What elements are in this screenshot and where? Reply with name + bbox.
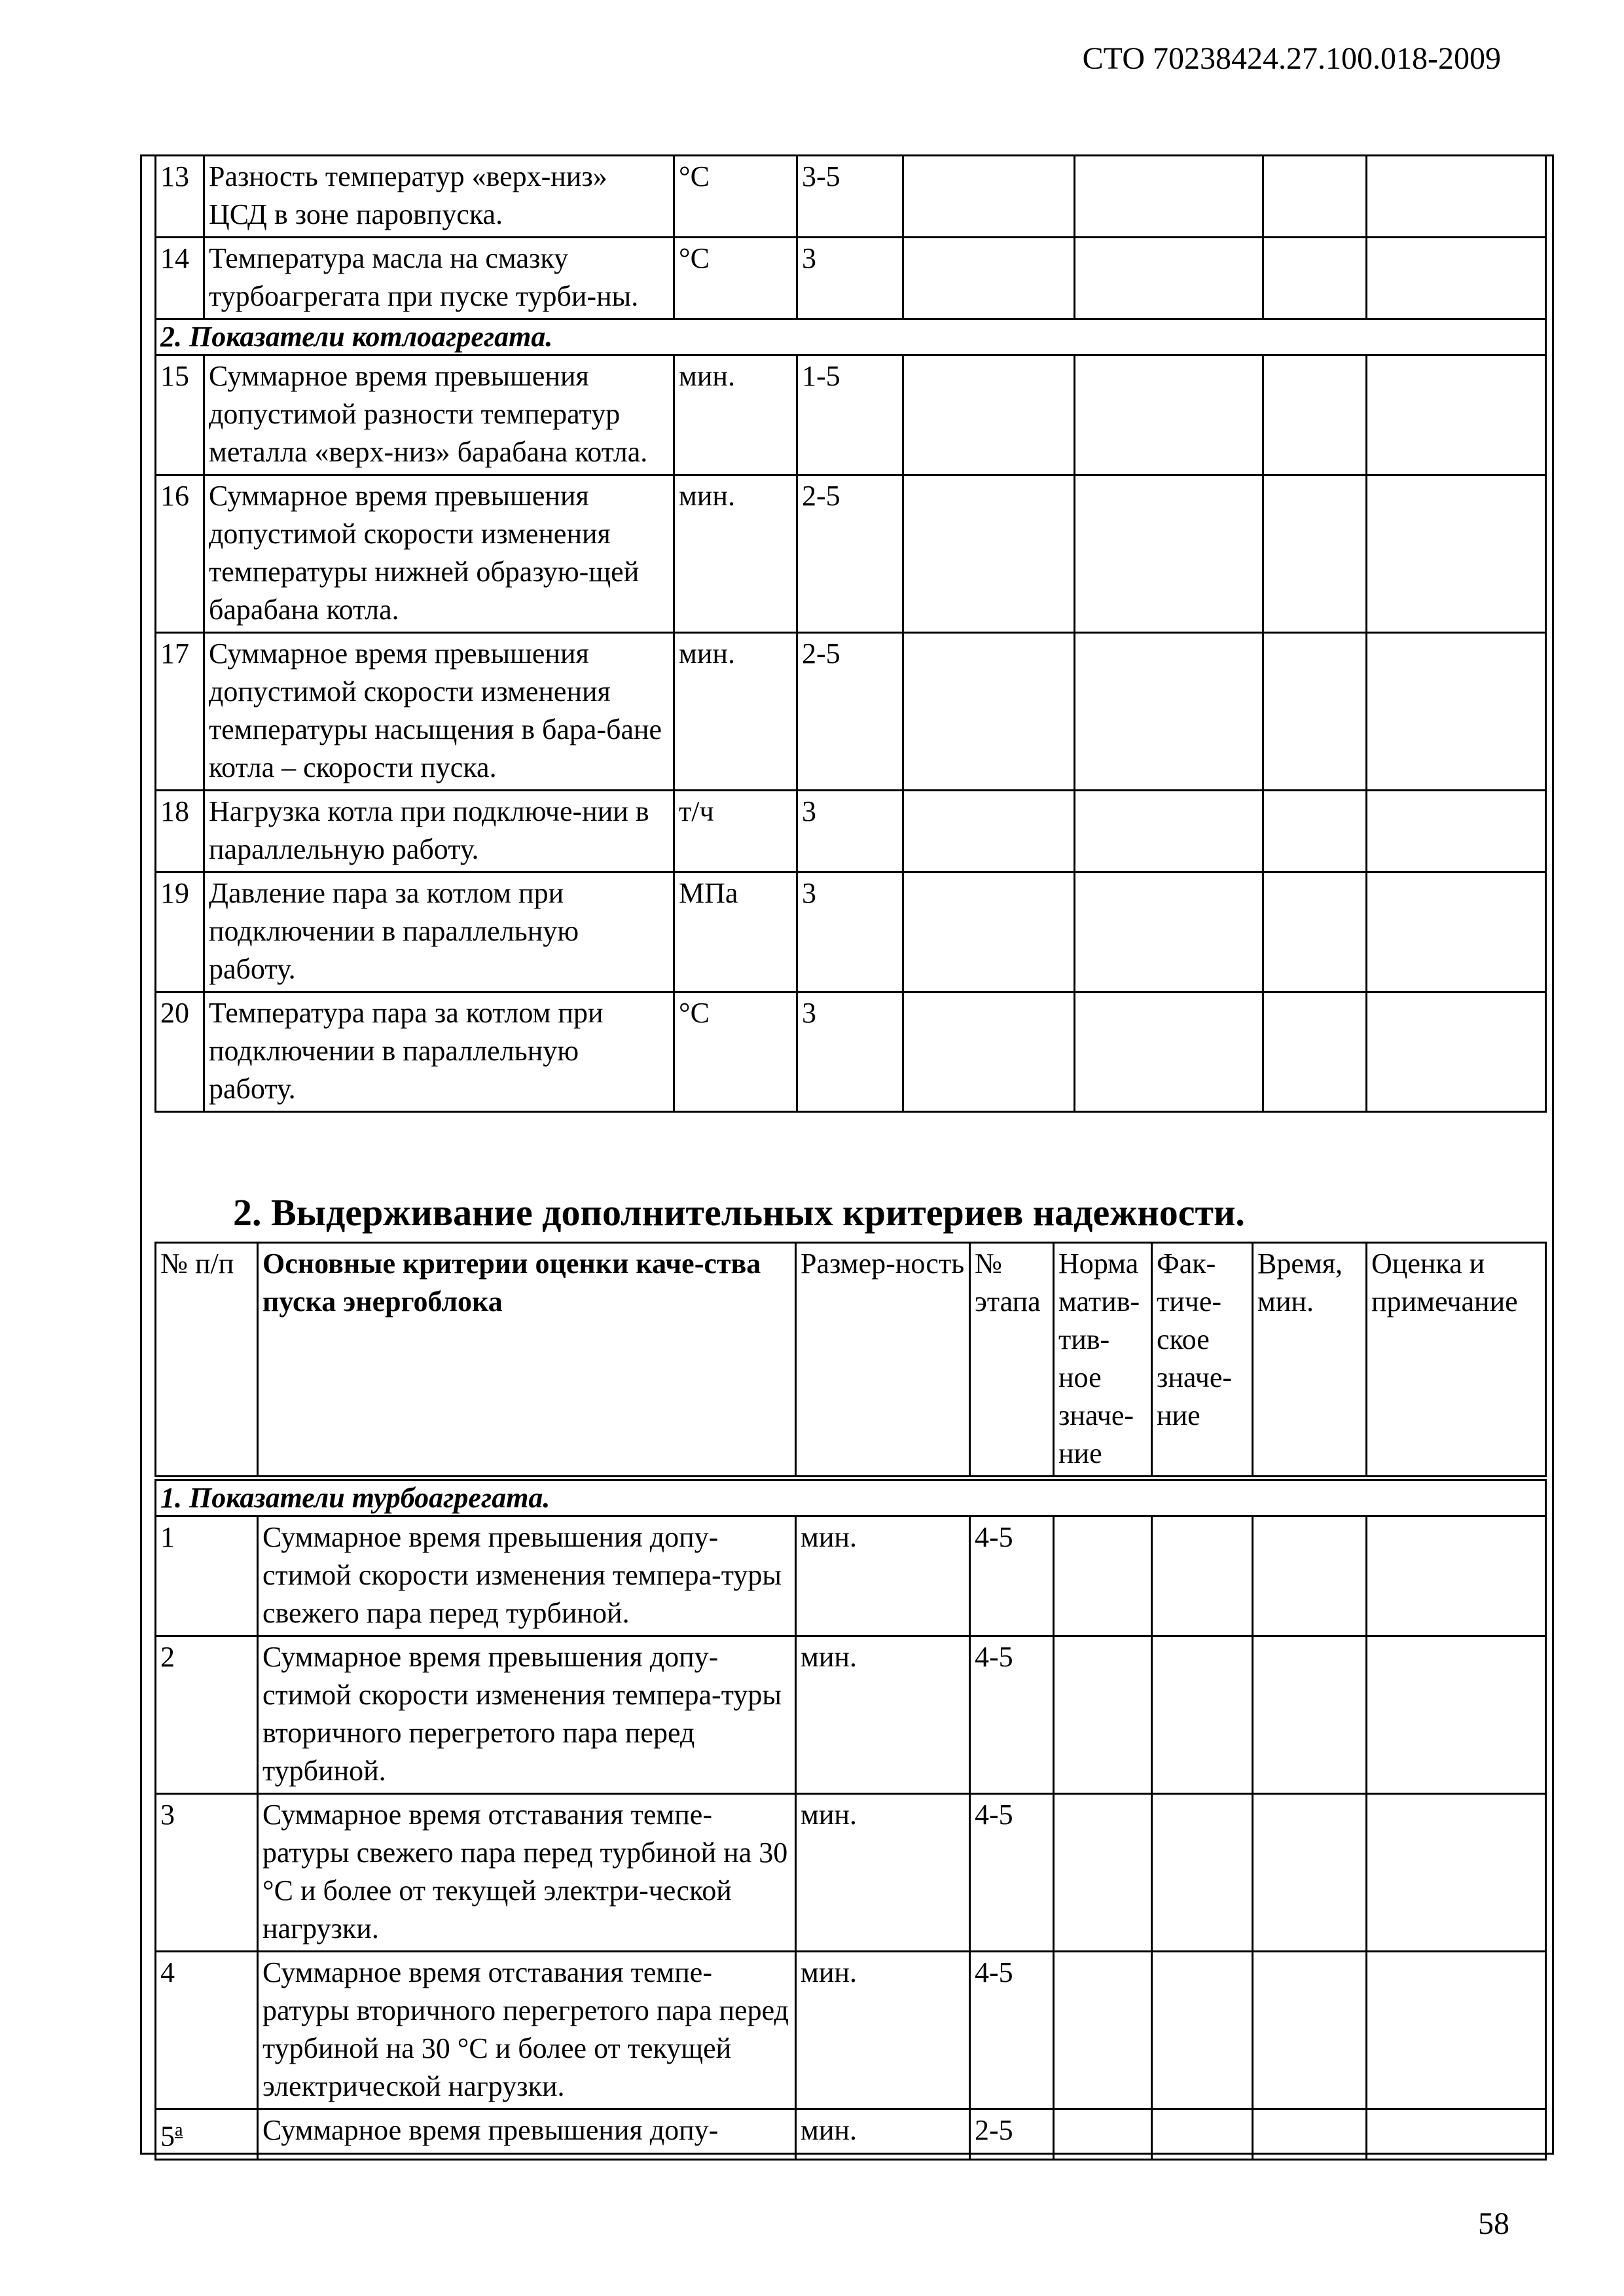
row-stage: 4-5 [970,1794,1054,1952]
section-header-row [156,319,1546,355]
header-norm: Норма матив- тив- ное значе- ние [1054,1243,1152,1479]
table-row [156,238,1546,319]
page-number: 58 [1478,2206,1509,2241]
empty-cell [1075,872,1263,992]
empty-cell [1075,633,1263,791]
row-number: 3 [156,1794,258,1952]
empty-cell [1075,156,1263,238]
row-unit: мин. [674,633,797,791]
empty-cell [1152,2109,1253,2160]
row-description: Суммарное время превышения допу-стимой скорости изменения темпера-туры вторичного перегретого пара перед турбиной. [258,1636,796,1794]
additional-criteria-table [154,1242,1547,2161]
row-description: Нагрузка котла при подключе-нии в параллельную работу. [204,791,674,872]
row-description: Суммарное время превышения допустимой скорости изменения температуры насыщения в бара-бане котла – скорости пуска. [204,633,674,791]
empty-cell [1367,1952,1546,2109]
empty-cell [1263,992,1367,1112]
empty-cell [903,475,1075,633]
header-time: Время, мин. [1253,1243,1367,1479]
row-stage: 3 [797,791,903,872]
row-unit: мин. [674,475,797,633]
empty-cell [1263,156,1367,238]
empty-cell [903,156,1075,238]
empty-cell [1054,1794,1152,1952]
empty-cell [1367,355,1546,475]
row-stage: 3 [797,238,903,319]
section-2-title: 2. Выдерживание дополнительных критериев надежности. [233,1191,1245,1234]
footnote-mark: a [175,2120,183,2140]
row-description: Суммарное время превышения допу- [258,2109,796,2160]
row-description: Температура пара за котлом при подключении в параллельную работу. [204,992,674,1112]
empty-cell [1263,238,1367,319]
empty-cell [1075,791,1263,872]
table-row [156,633,1546,791]
row-number: 15 [156,355,204,475]
row-stage: 3 [797,872,903,992]
section-turbine-title: 1. Показатели турбоагрегата. [156,1479,1546,1516]
table-row [156,872,1546,992]
row-description: Давление пара за котлом при подключении в параллельную работу. [204,872,674,992]
row-number: 14 [156,238,204,319]
empty-cell [1075,355,1263,475]
empty-cell [903,992,1075,1112]
table-row [156,475,1546,633]
empty-cell [1075,992,1263,1112]
empty-cell [1253,1516,1367,1636]
table-row [156,156,1546,238]
row-number: 19 [156,872,204,992]
row-unit: мин. [796,2109,970,2160]
section-header-row [156,1479,1546,1516]
empty-cell [1367,2109,1546,2160]
empty-cell [1253,1794,1367,1952]
empty-cell [1054,1636,1152,1794]
empty-cell [1075,475,1263,633]
row-stage: 2-5 [797,475,903,633]
empty-cell [903,238,1075,319]
header-stage: № этапа [970,1243,1054,1479]
table-row [156,1516,1546,1636]
row-description: Суммарное время превышения допустимой разности температур металла «верх-низ» барабана котла. [204,355,674,475]
empty-cell [1054,1516,1152,1636]
empty-cell [1054,2109,1152,2160]
empty-cell [1367,156,1546,238]
row-number: 2 [156,1636,258,1794]
row-unit: мин. [796,1516,970,1636]
empty-cell [1263,872,1367,992]
empty-cell [1367,1636,1546,1794]
empty-cell [1367,872,1546,992]
document-code: СТО 70238424.27.100.018-2009 [1082,41,1501,76]
row-description: Суммарное время отставания темпе-ратуры вторичного перегретого пара перед турбиной на 30 °С и более от текущей электрической нагрузки. [258,1952,796,2109]
row-number: 18 [156,791,204,872]
empty-cell [1075,238,1263,319]
row-number: 4 [156,1952,258,2109]
row-unit: °С [674,156,797,238]
empty-cell [1253,1952,1367,2109]
row-unit: мин. [674,355,797,475]
row-stage: 2-5 [797,633,903,791]
empty-cell [1263,791,1367,872]
row-description: Суммарное время отставания темпе-ратуры свежего пара перед турбиной на 30 °С и более от текущей электри-ческой нагрузки. [258,1794,796,1952]
row-number: 13 [156,156,204,238]
row-description: Суммарное время превышения допустимой скорости изменения температуры нижней образую-щей барабана котла. [204,475,674,633]
row-description: Разность температур «верх-низ» ЦСД в зоне паровпуска. [204,156,674,238]
table-row [156,355,1546,475]
row-number: 16 [156,475,204,633]
row-stage: 2-5 [970,2109,1054,2160]
row-unit: °С [674,238,797,319]
empty-cell [903,355,1075,475]
table-row [156,992,1546,1112]
table-row [156,791,1546,872]
empty-cell [1263,475,1367,633]
header-unit: Размер-ность [796,1243,970,1479]
empty-cell [1152,1952,1253,2109]
empty-cell [1152,1794,1253,1952]
empty-cell [1367,791,1546,872]
row-description: Суммарное время превышения допу-стимой скорости изменения темпера-туры свежего пара перед турбиной. [258,1516,796,1636]
row-unit: мин. [796,1794,970,1952]
empty-cell [1152,1636,1253,1794]
empty-cell [1263,355,1367,475]
empty-cell [1152,1516,1253,1636]
row-number: 1 [156,1516,258,1636]
row-unit: мин. [796,1636,970,1794]
table-row [156,1636,1546,1794]
row-description: Температура масла на смазку турбоагрегата при пуске турби-ны. [204,238,674,319]
row-stage: 3-5 [797,156,903,238]
empty-cell [1367,1794,1546,1952]
row-number: 5$^a$ [156,2109,258,2160]
empty-cell [1263,633,1367,791]
header-note: Оценка и примечание [1367,1243,1546,1479]
row-stage: 1-5 [797,355,903,475]
row-unit: МПа [674,872,797,992]
header-criteria: Основные критерии оценки каче-ства пуска энергоблока [258,1243,796,1479]
table-row [156,2109,1546,2160]
row-stage: 4-5 [970,1952,1054,2109]
empty-cell [1367,633,1546,791]
row-unit: т/ч [674,791,797,872]
row-unit: мин. [796,1952,970,2109]
empty-cell [1054,1952,1152,2109]
empty-cell [1367,1516,1546,1636]
row-stage: 3 [797,992,903,1112]
row-number: 17 [156,633,204,791]
empty-cell [903,633,1075,791]
empty-cell [1367,992,1546,1112]
empty-cell [1253,2109,1367,2160]
empty-cell [903,791,1075,872]
empty-cell [1367,238,1546,319]
empty-cell [1367,475,1546,633]
table-row [156,1952,1546,2109]
table-header-row [156,1243,1546,1479]
criteria-table-continued [154,154,1547,1113]
row-stage: 4-5 [970,1636,1054,1794]
row-unit: °С [674,992,797,1112]
row-stage: 4-5 [970,1516,1054,1636]
empty-cell [1253,1636,1367,1794]
row-number: 20 [156,992,204,1112]
section-boiler-title: 2. Показатели котлоагрегата. [156,319,1546,355]
header-num: № п/п [156,1243,258,1479]
empty-cell [903,872,1075,992]
table-row [156,1794,1546,1952]
header-actual: Фак-тиче-ское значе-ние [1152,1243,1253,1479]
